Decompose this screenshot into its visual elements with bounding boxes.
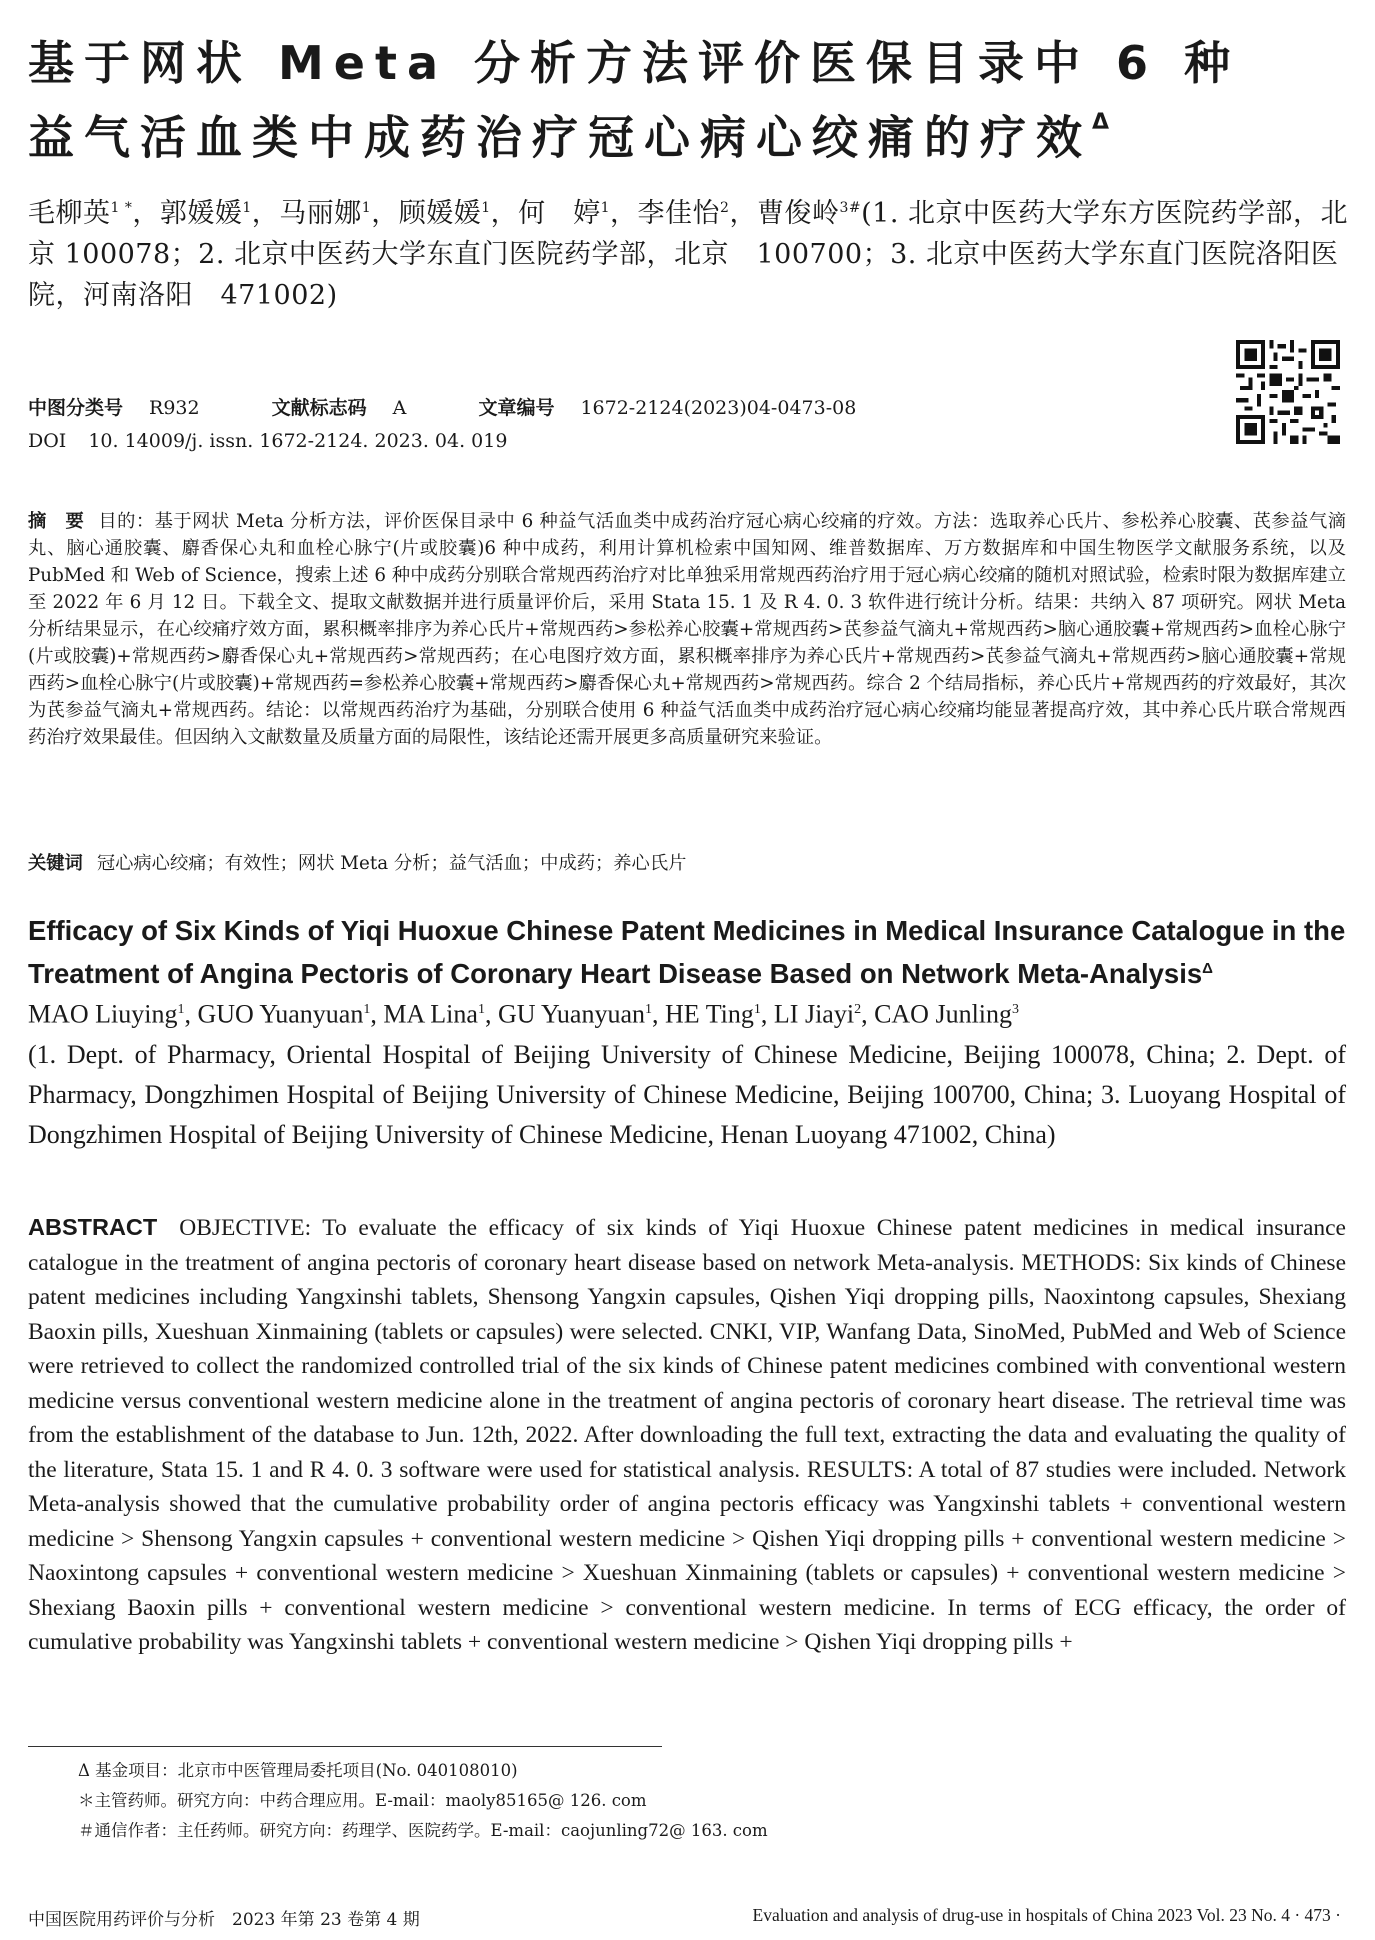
abstract-en-text: OBJECTIVE: To evaluate the efficacy of six kinds of Yiqi Huoxue Chinese patent medicines in medical insurance catalogue in the treatment of angina pectoris of coronary heart disease based on network Meta-analysis. METHODS: Six kinds of Chinese patent medicines including Yangxinshi tablets, Shensong Yangxin capsules, Qishen Yiqi dropping pills, Naoxintong capsules, Shexiang Baoxin pills, Xueshuan Xinmaining (tablets or capsules) were selected. CNKI, VIP, Wanfang Data, SinoMed, PubMed and Web of Science were retrieved to collect the randomized controlled trial of the six kinds of Chinese patent medicines combined with conventional western medicine versus conventional western medicine alone in the treatment of angina pectoris of coronary heart disease. The retrieval time was from the establishment of the database to Jun. 12th, 2022. After downloading the full text, extracting the data and evaluating the quality of the literature, Stata 15. 1 and R 4. 0. 3 software were used for statistical analysis. RESULTS: A total of 87 studies were included. Network Meta-analysis showed that the cumulative probability order of angina pectoris efficacy was Yangxinshi tablets + conventional western medicine > Shensong Yangxin capsules + conventional western medicine > Qishen Yiqi dropping pills + conventional western medicine > Naoxintong capsules + conventional western medicine > Xueshuan Xinmaining (tablets or capsules) + conventional western medicine > Shexiang Baoxin pills + conventional western medicine > conventional western medicine. In terms of ECG efficacy, the order of cumulative probability was Yangxinshi tablets + conventional western medicine > Qishen Yiqi dropping pills + — [28, 1215, 1346, 1655]
article-no-value: 1672-2124(2023)04-0473-08 — [580, 397, 857, 419]
journal-footer-cn: 中国医院用药评价与分析 2023 年第 23 卷第 4 期 — [28, 1910, 420, 1930]
title-en — [28, 912, 1346, 993]
author-cn: ，顾媛媛 — [371, 198, 482, 229]
authors-en — [28, 990, 1346, 1155]
author-cn-sup: 1 — [361, 200, 372, 216]
title-cn-fund-mark: Δ — [1092, 110, 1110, 135]
affiliations-cn: (1. 北京中医药大学东方医院药学部，北京 100078；2. 北京中医药大学东直门医院药学部，北京 100700；3. 北京中医药大学东直门医院洛阳医院，河南洛阳 471002) — [28, 198, 1348, 311]
doi-value: 10. 14009/j. issn. 1672-2124. 2023. 04. 019 — [88, 430, 508, 452]
doc-code-label: 文献标志码 — [271, 397, 367, 419]
title-cn-line1: 基于网状 Meta 分析方法评价医保目录中 6 种 — [28, 36, 1241, 90]
keywords-cn-label: 关键词 — [28, 853, 83, 874]
abstract-en-label: ABSTRACT — [28, 1214, 158, 1240]
footnote-divider — [28, 1746, 662, 1747]
keywords-cn-text: 冠心病心绞痛；有效性；网状 Meta 分析；益气活血；中成药；养心氏片 — [96, 853, 687, 874]
abstract-cn — [28, 508, 1346, 751]
footnote-corresponding: ＃通信作者：主任药师。研究方向：药理学、医院药学。E-mail：caojunling72@ 163. com — [78, 1821, 768, 1840]
author-en-sup: 1 — [477, 1002, 485, 1017]
author-en: MAO Liuying — [28, 999, 178, 1029]
author-en: , LI Jiayi — [760, 999, 855, 1029]
author-cn-sup: 1 — [242, 200, 252, 216]
footnote-fund: Δ 基金项目：北京市中医管理局委托项目(No. 040108010) — [78, 1761, 518, 1780]
author-en-sup: 1 — [753, 1002, 761, 1017]
author-cn: ，曹俊岭 — [729, 198, 840, 229]
doi-label: DOI — [28, 430, 67, 452]
author-cn: ，马丽娜 — [251, 198, 362, 229]
abstract-cn-label: 摘 要 — [28, 511, 85, 532]
abstract-en — [28, 1210, 1346, 1660]
author-cn-sup: 1 — [481, 200, 491, 216]
doc-code-value: A — [392, 397, 407, 419]
article-no-label: 文章编号 — [478, 397, 555, 419]
footnote-first-author: ＊主管药师。研究方向：中药合理应用。E-mail：maoly85165@ 126. com — [78, 1791, 647, 1810]
author-cn: ，何 婷 — [490, 198, 601, 229]
author-en: , GU Yuanyuan — [484, 999, 646, 1029]
keywords-cn — [28, 850, 1346, 877]
clc-label: 中图分类号 — [28, 397, 124, 419]
title-en-text: Efficacy of Six Kinds of Yiqi Huoxue Chinese Patent Medicines in Medical Insurance Catalogue in the Treatment of Angina Pectoris of Coronary Heart Disease Based on Network Meta-Analysis — [28, 915, 1346, 990]
author-en: , HE Ting — [652, 999, 754, 1029]
author-en: , CAO Junling — [861, 999, 1013, 1029]
author-en-sup: 3 — [1012, 1002, 1020, 1017]
authors-cn — [28, 188, 1348, 316]
title-en-fund-mark: Δ — [1202, 960, 1213, 977]
journal-footer-en: Evaluation and analysis of drug-use in hospitals of China 2023 Vol. 23 No. 4 · 473 · — [752, 1905, 1341, 1925]
abstract-cn-text: 目的：基于网状 Meta 分析方法，评价医保目录中 6 种益气活血类中成药治疗冠心病心绞痛的疗效。方法：选取养心氏片、参松养心胶囊、芪参益气滴丸、脑心通胶囊、麝香保心丸和血栓心脉宁(片或胶囊)6 种中成药，利用计算机检索中国知网、维普数据库、万方数据库和中国生物医学文献服务系统，以及 PubMed 和 Web of Science，搜索上述 6 种中成药分别联合常规西药治疗对比单独采用常规西药治疗用于冠心病心绞痛的随机对照试验，检索时限为数据库建立至 2022 年 6 月 12 日。下载全文、提取文献数据并进行质量评价后，采用 Stata 15. 1 及 R 4. 0. 3 软件进行统计分析。结果：共纳入 87 项研究。网状 Meta 分析结果显示，在心绞痛疗效方面，累积概率排序为养心氏片+常规西药>参松养心胶囊+常规西药>芪参益气滴丸+常规西药>脑心通胶囊+常规西药>血栓心脉宁(片或胶囊)+常规西药>麝香保心丸+常规西药>常规西药；在心电图疗效方面，累积概率排序为养心氏片+常规西药>芪参益气滴丸+常规西药>脑心通胶囊+常规西药>血栓心脉宁(片或胶囊)+常规西药=参松养心胶囊+常规西药>麝香保心丸+常规西药>常规西药。综合 2 个结局指标，养心氏片+常规西药的疗效最好，其次为芪参益气滴丸+常规西药。结论：以常规西药治疗为基础，分别联合使用 6 种益气活血类中成药治疗冠心病心绞痛均能显著提高疗效，其中养心氏片联合常规西药治疗效果最佳。但因纳入文献数量及质量方面的局限性，该结论还需开展更多高质量研究来验证。 — [28, 511, 1346, 748]
author-cn-sup: 2 — [720, 200, 730, 216]
author-cn: 毛柳英 — [28, 198, 111, 229]
author-en: , MA Lina — [370, 999, 478, 1029]
qr-code-icon — [1236, 340, 1340, 444]
author-cn-sup: 1 * — [110, 200, 133, 216]
author-cn: ，郭媛媛 — [132, 198, 243, 229]
title-cn-line2-text: 益气活血类中成药治疗冠心病心绞痛的疗效 — [28, 110, 1092, 165]
author-cn-sup: 1 — [600, 200, 611, 216]
author-en: , GUO Yuanyuan — [184, 999, 364, 1029]
title-cn-line2 — [28, 100, 1348, 168]
author-cn-sup: 3# — [839, 200, 862, 216]
author-cn: ，李佳怡 — [610, 198, 721, 229]
author-en-sup: 1 — [645, 1002, 653, 1017]
author-en-sup: 1 — [363, 1002, 371, 1017]
classification-row — [28, 392, 856, 424]
doi-row — [28, 425, 507, 457]
author-en-sup: 2 — [854, 1002, 862, 1017]
affiliations-en: (1. Dept. of Pharmacy, Oriental Hospital of Beijing University of Chinese Medicine, Beijing 100078, China; 2. Dept. of Pharmacy, Dongzhimen Hospital of Beijing University of Chinese Medicine, Beijing 100700, China; 3. Luoyang Hospital of Dongzhimen Hospital of Beijing University of Chinese Medicine, Henan Luoyang 471002, China) — [28, 1039, 1346, 1149]
clc-value: R932 — [149, 397, 200, 419]
author-en-sup: 1 — [177, 1002, 185, 1017]
